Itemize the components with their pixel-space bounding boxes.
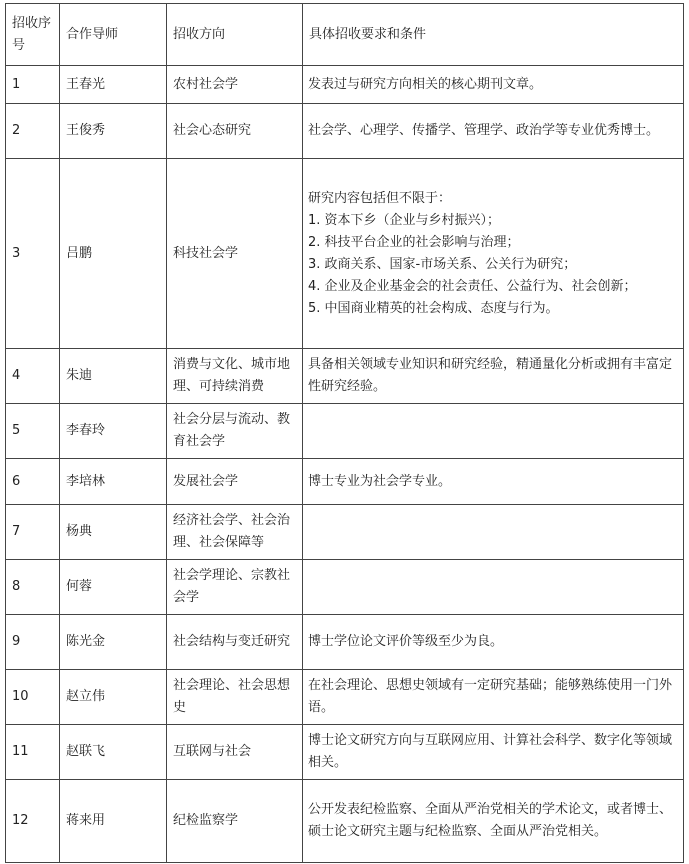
row-no: 2 xyxy=(6,104,60,159)
row-direction: 经济社会学、社会治理、社会保障等 xyxy=(167,505,303,560)
row-requirements xyxy=(303,725,684,780)
row-no: 9 xyxy=(6,615,60,670)
row-tutor: 杨典 xyxy=(60,505,167,560)
row-no: 11 xyxy=(6,725,60,780)
row-direction: 发展社会学 xyxy=(167,459,303,505)
row-requirements xyxy=(303,66,684,104)
row-tutor: 吕鹏 xyxy=(60,159,167,349)
row-tutor: 赵立伟 xyxy=(60,670,167,725)
requirement-line: 1. 资本下乡（企业与乡村振兴）； xyxy=(308,212,501,228)
row-tutor: 何蓉 xyxy=(60,560,167,615)
row-no: 7 xyxy=(6,505,60,560)
row-requirements xyxy=(303,560,684,615)
row-direction: 社会学理论、宗教社会学 xyxy=(167,560,303,615)
table-row xyxy=(6,349,684,404)
requirement-line: 博士学位论文评价等级至少为良。 xyxy=(308,634,504,649)
row-requirements xyxy=(303,459,684,505)
requirement-line: 具备相关领域专业知识和研究经验，精通量化分析或拥有丰富定性研究经验。 xyxy=(308,357,673,394)
row-tutor: 蒋来用 xyxy=(60,780,167,863)
row-tutor: 李春玲 xyxy=(60,404,167,459)
table-row xyxy=(6,505,684,560)
row-direction: 科技社会学 xyxy=(167,159,303,349)
row-tutor: 赵联飞 xyxy=(60,725,167,780)
header-requirements: 具体招收要求和条件 xyxy=(303,4,684,66)
recruitment-table xyxy=(5,3,684,863)
requirement-line: 研究内容包括但不限于： xyxy=(308,190,452,206)
row-no: 6 xyxy=(6,459,60,505)
row-direction: 社会结构与变迁研究 xyxy=(167,615,303,670)
table-row xyxy=(6,560,684,615)
row-no: 3 xyxy=(6,159,60,349)
row-requirements xyxy=(303,670,684,725)
requirement-line: 博士论文研究方向与互联网应用、计算社会科学、数字化等领域相关。 xyxy=(308,733,673,770)
row-requirements xyxy=(303,615,684,670)
header-tutor: 合作导师 xyxy=(60,4,167,66)
row-no: 8 xyxy=(6,560,60,615)
row-requirements xyxy=(303,159,684,349)
row-requirements xyxy=(303,104,684,159)
header-direction: 招收方向 xyxy=(167,4,303,66)
row-tutor: 陈光金 xyxy=(60,615,167,670)
row-tutor: 王春光 xyxy=(60,66,167,104)
row-tutor: 李培林 xyxy=(60,459,167,505)
requirement-line: 在社会理论、思想史领域有一定研究基础；能够熟练使用一门外语。 xyxy=(308,678,673,715)
row-direction: 纪检监察学 xyxy=(167,780,303,863)
requirement-line: 社会学、心理学、传播学、管理学、政治学等专业优秀博士。 xyxy=(308,123,660,138)
table-row xyxy=(6,459,684,505)
row-direction: 社会分层与流动、教育社会学 xyxy=(167,404,303,459)
requirement-line: 4. 企业及企业基金会的社会责任、公益行为、社会创新； xyxy=(308,278,637,294)
row-no: 10 xyxy=(6,670,60,725)
row-no: 1 xyxy=(6,66,60,104)
row-requirements xyxy=(303,404,684,459)
row-direction: 农村社会学 xyxy=(167,66,303,104)
table-row xyxy=(6,159,684,349)
row-no: 5 xyxy=(6,404,60,459)
header-row xyxy=(6,4,684,66)
row-direction: 互联网与社会 xyxy=(167,725,303,780)
requirement-line: 3. 政商关系、国家-市场关系、公关行为研究； xyxy=(308,256,577,272)
requirement-line: 博士专业为社会学专业。 xyxy=(308,473,452,489)
requirement-line: 发表过与研究方向相关的核心期刊文章。 xyxy=(308,76,543,92)
row-no: 4 xyxy=(6,349,60,404)
table-row xyxy=(6,615,684,670)
row-requirements xyxy=(303,780,684,863)
row-requirements xyxy=(303,505,684,560)
requirement-line: 公开发表纪检监察、全面从严治党相关的学术论文，或者博士、硕士论文研究主题与纪检监察、全面从严治党相关。 xyxy=(308,802,673,839)
header-no: 招收序号 xyxy=(6,4,60,66)
row-direction: 消费与文化、城市地理、可持续消费 xyxy=(167,349,303,404)
requirement-line: 5. 中国商业精英的社会构成、态度与行为。 xyxy=(308,300,559,316)
table-row xyxy=(6,670,684,725)
row-tutor: 朱迪 xyxy=(60,349,167,404)
row-requirements xyxy=(303,349,684,404)
table-row xyxy=(6,725,684,780)
row-direction: 社会心态研究 xyxy=(167,104,303,159)
row-no: 12 xyxy=(6,780,60,863)
row-direction: 社会理论、社会思想史 xyxy=(167,670,303,725)
row-tutor: 王俊秀 xyxy=(60,104,167,159)
table-row xyxy=(6,104,684,159)
table-row xyxy=(6,780,684,863)
table-row xyxy=(6,66,684,104)
requirement-line: 2. 科技平台企业的社会影响与治理； xyxy=(308,234,520,250)
table-row xyxy=(6,404,684,459)
